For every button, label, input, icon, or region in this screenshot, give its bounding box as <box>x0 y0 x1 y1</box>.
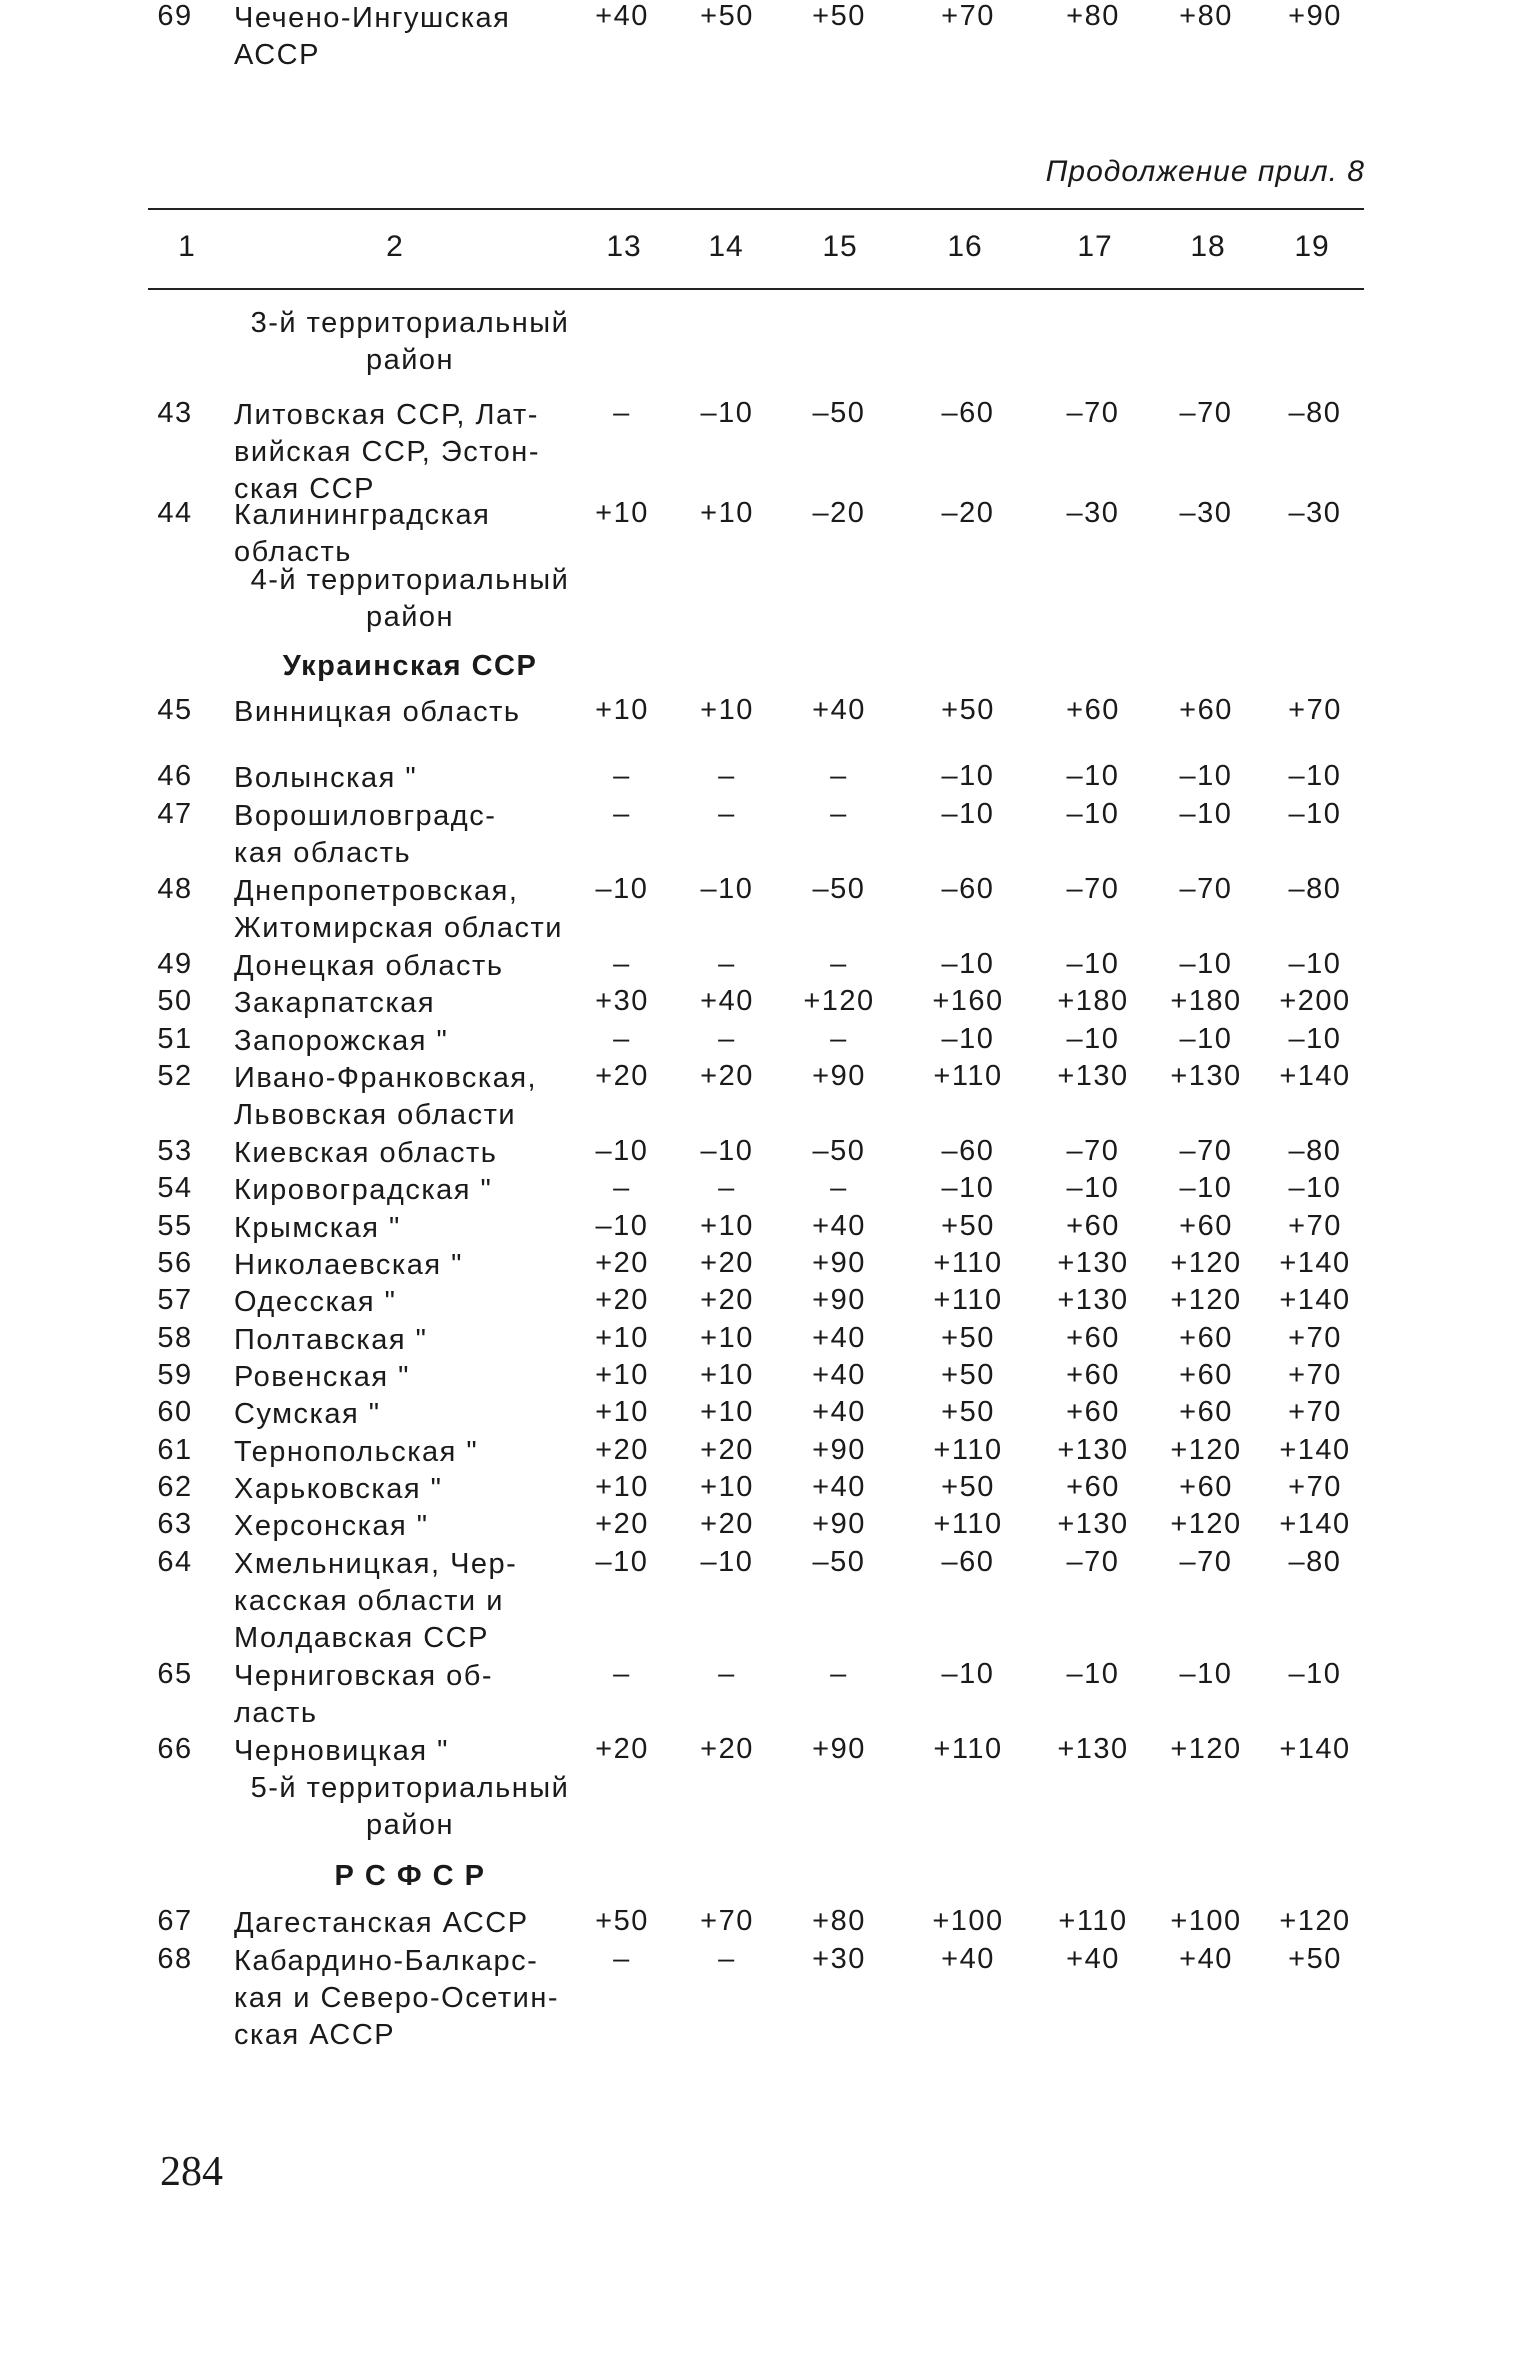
value-cell: – <box>718 798 736 830</box>
value-cell: +40 <box>941 1943 995 1975</box>
value-cell: –80 <box>1288 1135 1342 1167</box>
row-number: 43 <box>157 397 193 429</box>
value-cell: +60 <box>1179 1210 1233 1242</box>
value-cell: +70 <box>1288 1396 1342 1428</box>
value-cell: +140 <box>1279 1060 1351 1092</box>
region-name: Черниговская об- ласть <box>234 1660 494 1729</box>
region-name: Днепропетровская, Житомирская области <box>234 875 564 944</box>
value-cell: +120 <box>1170 1247 1242 1279</box>
row-number: 62 <box>157 1471 193 1503</box>
value-cell: +90 <box>812 1284 866 1316</box>
value-cell: – <box>718 1023 736 1055</box>
value-cell: +70 <box>1288 1359 1342 1391</box>
value-cell: –10 <box>700 397 754 429</box>
value-cell: –70 <box>1066 1546 1120 1578</box>
value-cell: –50 <box>812 397 866 429</box>
value-cell: –30 <box>1288 497 1342 529</box>
value-cell: +10 <box>700 1471 754 1503</box>
value-cell: +110 <box>933 1060 1003 1092</box>
value-cell: –80 <box>1288 873 1342 905</box>
value-cell: –50 <box>812 1135 866 1167</box>
row-number: 61 <box>157 1434 193 1466</box>
value-cell: –10 <box>941 1658 995 1690</box>
value-cell: +20 <box>595 1733 649 1765</box>
value-cell: –80 <box>1288 1546 1342 1578</box>
section-heading: Р С Ф С Р <box>334 1860 486 1892</box>
value-cell: –10 <box>700 873 754 905</box>
row-number: 45 <box>157 694 193 726</box>
value-cell: – <box>718 760 736 792</box>
region-name: Одесская " <box>234 1286 397 1318</box>
value-cell: – <box>613 948 631 980</box>
value-cell: +110 <box>933 1434 1003 1466</box>
header-col-13: 13 <box>606 230 642 263</box>
value-cell: +10 <box>700 1322 754 1354</box>
value-cell: +80 <box>1066 0 1120 32</box>
value-cell: +20 <box>595 1284 649 1316</box>
region-name: Черновицкая " <box>234 1735 449 1767</box>
region-name: Ровенская " <box>234 1361 410 1393</box>
row-number: 54 <box>157 1172 193 1204</box>
value-cell: +10 <box>700 1396 754 1428</box>
value-cell: +10 <box>595 1396 649 1428</box>
value-cell: +10 <box>700 1359 754 1391</box>
region-name: Сумская " <box>234 1398 381 1430</box>
value-cell: –10 <box>700 1135 754 1167</box>
value-cell: +90 <box>1288 0 1342 32</box>
value-cell: –70 <box>1066 873 1120 905</box>
value-cell: +20 <box>700 1434 754 1466</box>
row-number: 66 <box>157 1733 193 1765</box>
value-cell: +70 <box>1288 1322 1342 1354</box>
value-cell: +120 <box>1170 1508 1242 1540</box>
row-number: 49 <box>157 948 193 980</box>
value-cell: +40 <box>812 1322 866 1354</box>
value-cell: –20 <box>941 497 995 529</box>
value-cell: – <box>718 1172 736 1204</box>
value-cell: +40 <box>812 1210 866 1242</box>
value-cell: –10 <box>941 948 995 980</box>
row-number: 68 <box>157 1943 193 1975</box>
value-cell: –70 <box>1179 873 1233 905</box>
value-cell: +130 <box>1170 1060 1242 1092</box>
row-number: 47 <box>157 798 193 830</box>
header-col-2: 2 <box>386 230 404 263</box>
value-cell: +130 <box>1057 1060 1129 1092</box>
value-cell: –10 <box>1066 1658 1120 1690</box>
row-number: 65 <box>157 1658 193 1690</box>
value-cell: –10 <box>700 1546 754 1578</box>
row-number: 56 <box>157 1247 193 1279</box>
region-name: Кабардино-Балкарс- кая и Северо-Осетин- ская АССР <box>234 1945 560 2051</box>
row-number: 57 <box>157 1284 193 1316</box>
value-cell: +130 <box>1057 1733 1129 1765</box>
region-name: Литовская ССР, Лат- вийская ССР, Эстон- ская ССР <box>234 399 540 505</box>
value-cell: – <box>613 1023 631 1055</box>
region-name: Чечено-Ингушская АССР <box>234 2 511 71</box>
value-cell: +40 <box>595 0 649 32</box>
value-cell: –10 <box>1179 798 1233 830</box>
value-cell: +10 <box>595 694 649 726</box>
region-name: Кировоградская " <box>234 1174 493 1206</box>
region-name: Запорожская " <box>234 1025 449 1057</box>
value-cell: +40 <box>812 1471 866 1503</box>
region-name: Ивано-Франковская, Львовская области <box>234 1062 538 1131</box>
row-number: 63 <box>157 1508 193 1540</box>
value-cell: +70 <box>941 0 995 32</box>
value-cell: – <box>830 798 848 830</box>
value-cell: –10 <box>941 1023 995 1055</box>
value-cell: +100 <box>1170 1905 1242 1937</box>
value-cell: +50 <box>941 1359 995 1391</box>
section-heading: Украинская ССР <box>282 650 538 682</box>
value-cell: – <box>613 1658 631 1690</box>
value-cell: +10 <box>595 497 649 529</box>
value-cell: –10 <box>1066 798 1120 830</box>
value-cell: –10 <box>595 1546 649 1578</box>
row-number: 59 <box>157 1359 193 1391</box>
value-cell: +60 <box>1066 1210 1120 1242</box>
value-cell: –10 <box>1179 1023 1233 1055</box>
value-cell: +70 <box>1288 694 1342 726</box>
value-cell: –60 <box>941 873 995 905</box>
value-cell: +40 <box>1179 1943 1233 1975</box>
value-cell: +10 <box>700 694 754 726</box>
value-cell: –10 <box>1066 948 1120 980</box>
header-col-19: 19 <box>1294 230 1330 263</box>
header-col-18: 18 <box>1190 230 1226 263</box>
value-cell: –10 <box>1288 760 1342 792</box>
value-cell: – <box>830 1658 848 1690</box>
value-cell: +20 <box>700 1060 754 1092</box>
header-col-1: 1 <box>178 230 196 263</box>
value-cell: +110 <box>933 1284 1003 1316</box>
region-name: Винницкая область <box>234 696 521 728</box>
value-cell: +60 <box>1066 1471 1120 1503</box>
value-cell: –70 <box>1179 397 1233 429</box>
region-name: Тернопольская " <box>234 1436 479 1468</box>
value-cell: +70 <box>1288 1471 1342 1503</box>
value-cell: –10 <box>1179 948 1233 980</box>
row-number: 44 <box>157 497 193 529</box>
section-heading: 5-й территориальный район <box>250 1772 570 1841</box>
value-cell: –10 <box>595 1210 649 1242</box>
section-heading: 3-й территориальный район <box>250 307 570 376</box>
row-number: 50 <box>157 985 193 1017</box>
value-cell: +50 <box>700 0 754 32</box>
value-cell: –10 <box>1179 1658 1233 1690</box>
value-cell: +50 <box>941 694 995 726</box>
value-cell: +40 <box>812 1359 866 1391</box>
row-number: 69 <box>157 0 193 32</box>
value-cell: +50 <box>941 1322 995 1354</box>
value-cell: +10 <box>595 1322 649 1354</box>
value-cell: +50 <box>812 0 866 32</box>
value-cell: +110 <box>933 1733 1003 1765</box>
value-cell: – <box>718 1658 736 1690</box>
value-cell: +140 <box>1279 1508 1351 1540</box>
value-cell: +110 <box>1058 1905 1128 1937</box>
value-cell: +130 <box>1057 1247 1129 1279</box>
value-cell: +130 <box>1057 1434 1129 1466</box>
value-cell: +50 <box>1288 1943 1342 1975</box>
row-number: 51 <box>157 1023 193 1055</box>
header-col-16: 16 <box>947 230 983 263</box>
region-name: Полтавская " <box>234 1324 428 1356</box>
row-number: 46 <box>157 760 193 792</box>
row-number: 52 <box>157 1060 193 1092</box>
value-cell: +20 <box>700 1247 754 1279</box>
value-cell: –10 <box>941 798 995 830</box>
value-cell: –10 <box>941 1172 995 1204</box>
row-number: 67 <box>157 1905 193 1937</box>
value-cell: +120 <box>1170 1434 1242 1466</box>
value-cell: +40 <box>812 694 866 726</box>
value-cell: –10 <box>595 873 649 905</box>
value-cell: –10 <box>941 760 995 792</box>
value-cell: +70 <box>1288 1210 1342 1242</box>
value-cell: –50 <box>812 1546 866 1578</box>
value-cell: +30 <box>812 1943 866 1975</box>
value-cell: – <box>718 1943 736 1975</box>
value-cell: –10 <box>1288 1023 1342 1055</box>
region-name: Николаевская " <box>234 1249 463 1281</box>
continuation-label: Продолжение прил. 8 <box>1045 155 1365 188</box>
value-cell: –10 <box>1288 798 1342 830</box>
value-cell: +90 <box>812 1434 866 1466</box>
value-cell: – <box>613 397 631 429</box>
value-cell: +180 <box>1170 985 1242 1017</box>
value-cell: +90 <box>812 1060 866 1092</box>
value-cell: +120 <box>1279 1905 1351 1937</box>
value-cell: +70 <box>700 1905 754 1937</box>
value-cell: +60 <box>1066 1322 1120 1354</box>
row-number: 48 <box>157 873 193 905</box>
row-number: 60 <box>157 1396 193 1428</box>
value-cell: +90 <box>812 1733 866 1765</box>
region-name: Закарпатская <box>234 987 436 1019</box>
value-cell: +10 <box>595 1471 649 1503</box>
value-cell: –10 <box>1179 1172 1233 1204</box>
row-number: 53 <box>157 1135 193 1167</box>
value-cell: –60 <box>941 397 995 429</box>
value-cell: +20 <box>595 1247 649 1279</box>
value-cell: +50 <box>941 1471 995 1503</box>
value-cell: +130 <box>1057 1508 1129 1540</box>
value-cell: +60 <box>1179 1471 1233 1503</box>
value-cell: +20 <box>595 1060 649 1092</box>
value-cell: – <box>830 948 848 980</box>
value-cell: –70 <box>1179 1546 1233 1578</box>
value-cell: +140 <box>1279 1284 1351 1316</box>
value-cell: +180 <box>1057 985 1129 1017</box>
value-cell: – <box>613 798 631 830</box>
value-cell: –10 <box>1288 948 1342 980</box>
value-cell: +50 <box>941 1210 995 1242</box>
value-cell: –30 <box>1179 497 1233 529</box>
value-cell: +110 <box>933 1508 1003 1540</box>
value-cell: –70 <box>1066 1135 1120 1167</box>
value-cell: –10 <box>595 1135 649 1167</box>
region-name: Харьковская " <box>234 1473 443 1505</box>
value-cell: +90 <box>812 1508 866 1540</box>
section-heading: 4-й территориальный район <box>250 564 570 633</box>
value-cell: +60 <box>1179 1322 1233 1354</box>
value-cell: – <box>613 1172 631 1204</box>
value-cell: +140 <box>1279 1247 1351 1279</box>
header-col-14: 14 <box>708 230 744 263</box>
value-cell: +60 <box>1179 694 1233 726</box>
value-cell: –60 <box>941 1546 995 1578</box>
value-cell: – <box>830 1172 848 1204</box>
value-cell: +40 <box>812 1396 866 1428</box>
value-cell: +140 <box>1279 1733 1351 1765</box>
value-cell: +10 <box>700 497 754 529</box>
region-name: Хмельницкая, Чер- касская области и Молдавская ССР <box>234 1548 518 1654</box>
value-cell: +140 <box>1279 1434 1351 1466</box>
value-cell: +40 <box>1066 1943 1120 1975</box>
value-cell: –30 <box>1066 497 1120 529</box>
value-cell: +60 <box>1066 694 1120 726</box>
value-cell: +20 <box>595 1508 649 1540</box>
value-cell: – <box>830 760 848 792</box>
value-cell: +30 <box>595 985 649 1017</box>
value-cell: +80 <box>812 1905 866 1937</box>
header-col-17: 17 <box>1077 230 1113 263</box>
region-name: Ворошиловградс- кая область <box>234 800 497 869</box>
value-cell: – <box>613 760 631 792</box>
value-cell: –10 <box>1066 760 1120 792</box>
value-cell: –80 <box>1288 397 1342 429</box>
region-name: Киевская область <box>234 1137 498 1169</box>
value-cell: +20 <box>700 1508 754 1540</box>
row-number: 58 <box>157 1322 193 1354</box>
value-cell: +200 <box>1279 985 1351 1017</box>
value-cell: +20 <box>700 1733 754 1765</box>
value-cell: –50 <box>812 873 866 905</box>
value-cell: – <box>613 1943 631 1975</box>
value-cell: –70 <box>1179 1135 1233 1167</box>
value-cell: –70 <box>1066 397 1120 429</box>
value-cell: +80 <box>1179 0 1233 32</box>
value-cell: +60 <box>1179 1359 1233 1391</box>
value-cell: – <box>830 1023 848 1055</box>
region-name: Дагестанская АССР <box>234 1907 529 1939</box>
value-cell: – <box>718 948 736 980</box>
value-cell: –10 <box>1288 1658 1342 1690</box>
value-cell: +40 <box>700 985 754 1017</box>
value-cell: +120 <box>1170 1284 1242 1316</box>
region-name: Донецкая область <box>234 950 504 982</box>
value-cell: +120 <box>1170 1733 1242 1765</box>
value-cell: +60 <box>1066 1396 1120 1428</box>
region-name: Волынская " <box>234 762 418 794</box>
value-cell: –10 <box>1179 760 1233 792</box>
header-col-15: 15 <box>822 230 858 263</box>
value-cell: –10 <box>1066 1172 1120 1204</box>
value-cell: +50 <box>941 1396 995 1428</box>
row-number: 55 <box>157 1210 193 1242</box>
row-number: 64 <box>157 1546 193 1578</box>
page-number: 284 <box>160 2149 223 2195</box>
value-cell: +50 <box>595 1905 649 1937</box>
region-name: Херсонская " <box>234 1510 429 1542</box>
region-name: Крымская " <box>234 1212 401 1244</box>
value-cell: +10 <box>700 1210 754 1242</box>
value-cell: –20 <box>812 497 866 529</box>
value-cell: +110 <box>933 1247 1003 1279</box>
value-cell: +160 <box>932 985 1004 1017</box>
value-cell: +100 <box>932 1905 1004 1937</box>
value-cell: –10 <box>1066 1023 1120 1055</box>
value-cell: +10 <box>595 1359 649 1391</box>
value-cell: +20 <box>700 1284 754 1316</box>
value-cell: +20 <box>595 1434 649 1466</box>
value-cell: +130 <box>1057 1284 1129 1316</box>
value-cell: –60 <box>941 1135 995 1167</box>
value-cell: +60 <box>1179 1396 1233 1428</box>
value-cell: –10 <box>1288 1172 1342 1204</box>
value-cell: +90 <box>812 1247 866 1279</box>
value-cell: +60 <box>1066 1359 1120 1391</box>
region-name: Калининградская область <box>234 499 491 568</box>
value-cell: +120 <box>803 985 875 1017</box>
